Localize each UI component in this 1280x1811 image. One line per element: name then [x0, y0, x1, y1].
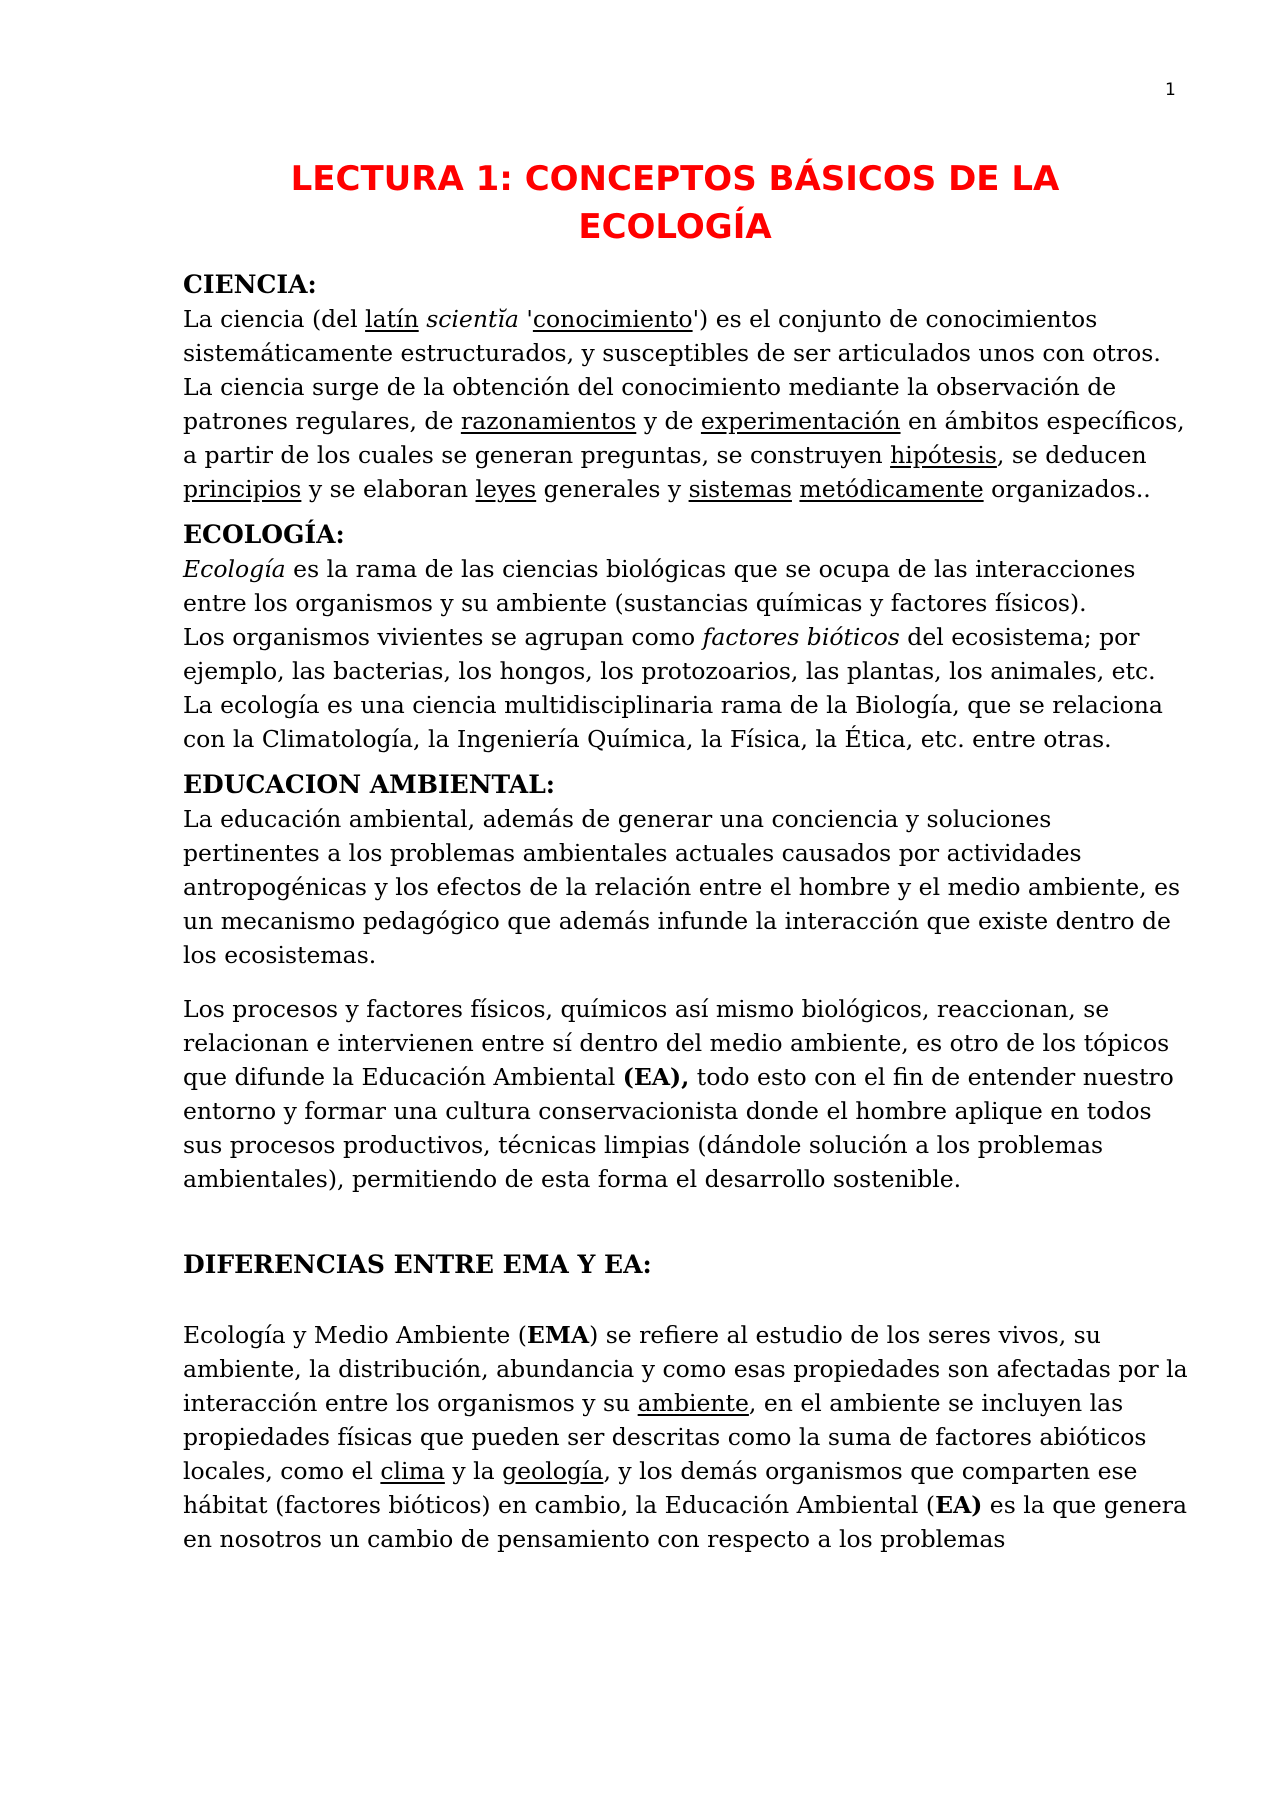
title-line-2: ECOLOGÍA: [578, 207, 772, 247]
abbr-ea-2: EA): [935, 1491, 983, 1519]
title-line-1: LECTURA 1: CONCEPTOS BÁSICOS DE LA: [290, 159, 1060, 199]
link-sistemas[interactable]: sistemas: [688, 475, 792, 503]
section-heading-ciencia: CIENCIA:: [183, 270, 317, 299]
paragraph-ecologia-3: La ecología es una ciencia multidisciplinaria rama de la Biología, que se relaciona con la Climatología, la Ingeniería Química, la Física, la Ética, etc. entre otras.: [183, 691, 1163, 753]
link-metodicamente[interactable]: metódicamente: [799, 475, 984, 503]
section-heading-ecologia: ECOLOGÍA:: [183, 520, 345, 549]
abbr-ema: EMA: [526, 1321, 590, 1349]
link-razonamientos[interactable]: razonamientos: [460, 407, 637, 435]
paragraph-educacion-1: La educación ambiental, además de generar una conciencia y soluciones pertinentes a los problemas ambientales actuales causados por actividades antropogénicas y los efectos de la relación entre el hombre y el medio ambiente, es un mecanismo pedagógico que además infunde la interacción que existe dentro de los ecosistemas.: [183, 805, 1181, 969]
link-ambiente[interactable]: ambiente: [637, 1389, 749, 1417]
abbr-ea: (EA),: [622, 1063, 690, 1091]
link-conocimiento[interactable]: conocimiento: [532, 305, 693, 333]
paragraph-educacion-2: Los procesos y factores físicos, químicos así mismo biológicos, reaccionan, se relacionan e intervienen entre sí dentro del medio ambiente, es otro de los tópicos que difunde la Educación Ambiental (EA), todo esto con el fin de entender nuestro entorno y formar una cultura conservacionista donde el hombre aplique en todos sus procesos productivos, técnicas limpias (dándole solución a los problemas ambientales), permitiendo de esta forma el desarrollo sostenible.: [183, 995, 1174, 1193]
link-latin[interactable]: latín: [365, 305, 419, 333]
term-scientia: scientĭa: [426, 305, 519, 333]
paragraph-ecologia-1: Ecología es la rama de las ciencias biológicas que se ocupa de las interacciones entre los organismos y su ambiente (sustancias químicas y factores físicos).: [183, 555, 1136, 617]
link-geologia[interactable]: geología: [502, 1457, 604, 1485]
paragraph-ciencia: La ciencia (del latín scientĭa 'conocimiento') es el conjunto de conocimientos sistemáticamente estructurados, y susceptibles de ser articulados unos con otros. La ciencia surge de la obtención del conocimiento mediante la observación de patrones regulares, de razonamientos y de experimentación en ámbitos específicos, a partir de los cuales se generan preguntas, se construyen hipótesis, se deducen principios y se elaboran leyes generales y sistemas metódicamente organizados..: [183, 305, 1185, 503]
paragraph-ecologia-2: Los organismos vivientes se agrupan como factores bióticos del ecosistema; por ejemplo, las bacterias, los hongos, los protozoarios, las plantas, los animales, etc.: [183, 623, 1156, 685]
link-experimentacion[interactable]: experimentación: [700, 407, 901, 435]
term-ecologia: Ecología: [183, 555, 286, 583]
link-clima[interactable]: clima: [380, 1457, 445, 1485]
section-heading-diferencias: DIFERENCIAS ENTRE EMA Y EA:: [183, 1250, 652, 1279]
link-hipotesis[interactable]: hipótesis: [890, 441, 997, 469]
page-number: 1: [1165, 80, 1176, 100]
document-body: [183, 268, 1193, 1556]
paragraph-diferencias: Ecología y Medio Ambiente (EMA) se refiere al estudio de los seres vivos, su ambiente, la distribución, abundancia y como esas propiedades son afectadas por la interacción entre los organismos y su ambiente, en el ambiente se incluyen las propiedades físicas que pueden ser descritas como la suma de factores abióticos locales, como el clima y la geología, y los demás organismos que comparten ese hábitat (factores bióticos) en cambio, la Educación Ambiental (EA) es la que genera en nosotros un cambio de pensamiento con respecto a los problemas: [183, 1321, 1188, 1553]
link-principios[interactable]: principios: [183, 475, 302, 503]
section-heading-educacion: EDUCACION AMBIENTAL:: [183, 770, 555, 799]
page-title: [180, 155, 1170, 251]
link-leyes[interactable]: leyes: [475, 475, 537, 503]
term-factores-bioticos: factores bióticos: [702, 623, 900, 651]
